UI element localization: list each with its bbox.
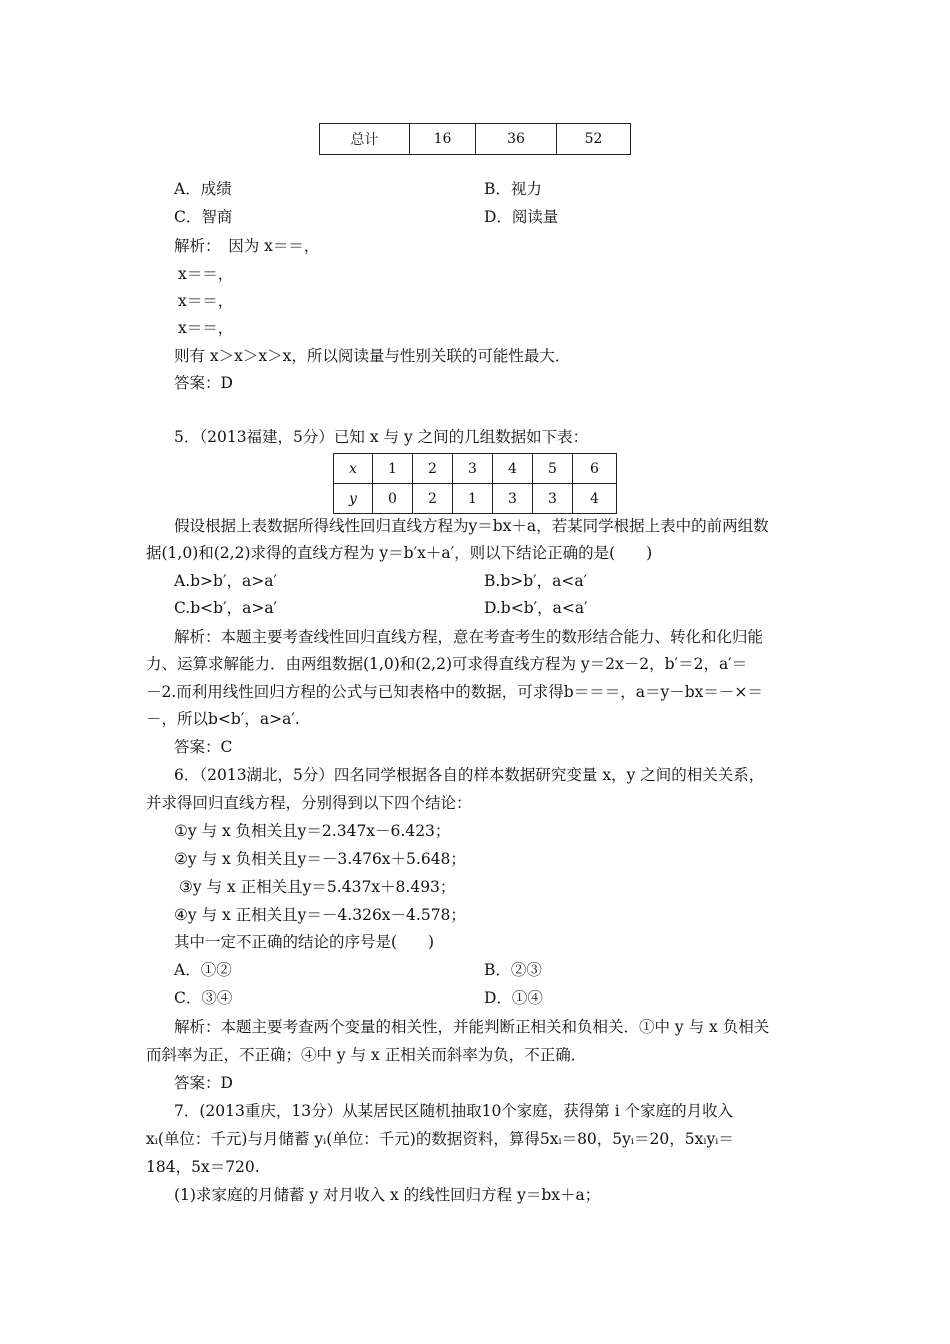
table-cell: 总计 (320, 124, 410, 155)
q6-stem: 并求得回归直线方程，分别得到以下四个结论： (146, 794, 472, 812)
table-row (334, 454, 617, 484)
q5-answer: 答案：C (174, 738, 233, 756)
q5-option-d: D.b<b′，a<a′ (484, 599, 588, 617)
table-cell: 3 (533, 484, 573, 514)
q5-solution: 力、运算求解能力．由两组数据(1,0)和(2,2)可求得直线方程为 y＝2x－2，b′＝2，a′＝ (146, 655, 748, 673)
q6-conclusion-1: ①y 与 x 负相关且y＝2.347x－6.423； (174, 822, 451, 840)
table-cell: 16 (410, 124, 476, 155)
table-cell: 2 (413, 484, 453, 514)
q7-stem: xᵢ(单位：千元)与月储蓄 yᵢ(单位：千元)的数据资料，算得5xᵢ＝80，5yᵢ＝20，5xᵢyᵢ＝ (146, 1130, 734, 1148)
q6-conclusion-3: ③y 与 x 正相关且y＝5.437x＋8.493； (179, 878, 456, 896)
q4-solution-line: 则有 x＞x＞x＞x，所以阅读量与性别关联的可能性最大． (174, 347, 571, 365)
table-row (320, 124, 631, 155)
table-cell: 3 (453, 454, 493, 484)
table-cell: 1 (453, 484, 493, 514)
contingency-table-total-row (319, 123, 631, 155)
q7-part-1: (1)求家庭的月储蓄 y 对月收入 x 的线性回归方程 y＝bx＋a； (174, 1186, 601, 1204)
q5-solution: －，所以b<b′，a>a′. (146, 710, 300, 728)
q6-stem: 6．（2013湖北，5分）四名同学根据各自的样本数据研究变量 x，y 之间的相关关系， (174, 766, 765, 784)
table-cell: 0 (373, 484, 413, 514)
table-cell: 52 (557, 124, 631, 155)
q4-option-b: B．视力 (484, 180, 542, 198)
q5-option-c: C.b<b′，a>a′ (174, 599, 278, 617)
table-cell: 36 (476, 124, 557, 155)
q5-solution: 解析：本题主要考查线性回归直线方程，意在考查考生的数形结合能力、转化和化归能 (174, 628, 764, 646)
q4-solution-line: x＝＝， (178, 265, 234, 283)
q6-option-d: D．①④ (484, 989, 543, 1007)
q6-question: 其中一定不正确的结论的序号是( ) (174, 933, 435, 951)
q7-stem: 7．(2013重庆，13分）从某居民区随机抽取10个家庭，获得第 i 个家庭的月收入 (174, 1102, 734, 1120)
q6-conclusion-2: ②y 与 x 负相关且y＝－3.476x＋5.648； (174, 850, 466, 868)
q5-option-a: A.b>b′，a>a′ (174, 572, 277, 590)
q6-solution: 而斜率为正，不正确；④中 y 与 x 正相关而斜率为负，不正确． (146, 1046, 587, 1064)
q4-solution-line: 解析： 因为 x＝＝， (174, 237, 320, 255)
q6-option-c: C．③④ (174, 989, 233, 1007)
q6-answer: 答案：D (174, 1074, 233, 1092)
q4-solution-line: x＝＝， (178, 292, 234, 310)
q4-option-a: A．成绩 (174, 180, 232, 198)
q4-option-c: C．智商 (174, 208, 233, 226)
table-cell: 2 (413, 454, 453, 484)
q6-option-a: A．①② (174, 961, 232, 979)
table-cell: 4 (493, 454, 533, 484)
table-cell: 5 (533, 454, 573, 484)
q5-stem: 5．（2013福建，5分）已知 x 与 y 之间的几组数据如下表： (174, 428, 589, 446)
q6-solution: 解析：本题主要考查两个变量的相关性，并能判断正相关和负相关．①中 y 与 x 负相关 (174, 1018, 770, 1036)
table-cell: y (334, 484, 373, 514)
table-cell: 6 (573, 454, 617, 484)
q5-paragraph: 假设根据上表数据所得线性回归直线方程为y＝bx＋a，若某同学根据上表中的前两组数 (174, 517, 769, 535)
q5-paragraph: 据(1,0)和(2,2)求得的直线方程为 y＝b′x＋a′，则以下结论正确的是( ) (146, 544, 653, 562)
q6-conclusion-4: ④y 与 x 正相关且y＝－4.326x－4.578； (174, 906, 466, 924)
table-cell: 4 (573, 484, 617, 514)
q5-option-b: B.b>b′，a<a′ (484, 572, 588, 590)
q5-data-table (333, 453, 617, 514)
q5-solution: －2.而利用线性回归方程的公式与已知表格中的数据，可求得b＝＝＝，a＝y－bx＝－×＝ (146, 683, 763, 701)
table-cell: 1 (373, 454, 413, 484)
table-cell: 3 (493, 484, 533, 514)
table-cell: x (334, 454, 373, 484)
q6-option-b: B．②③ (484, 961, 542, 979)
q4-option-d: D．阅读量 (484, 208, 559, 226)
q4-answer: 答案：D (174, 374, 233, 392)
q4-solution-line: x＝＝， (178, 319, 234, 337)
table-row (334, 484, 617, 514)
q7-stem: 184，5x＝720. (146, 1158, 260, 1176)
